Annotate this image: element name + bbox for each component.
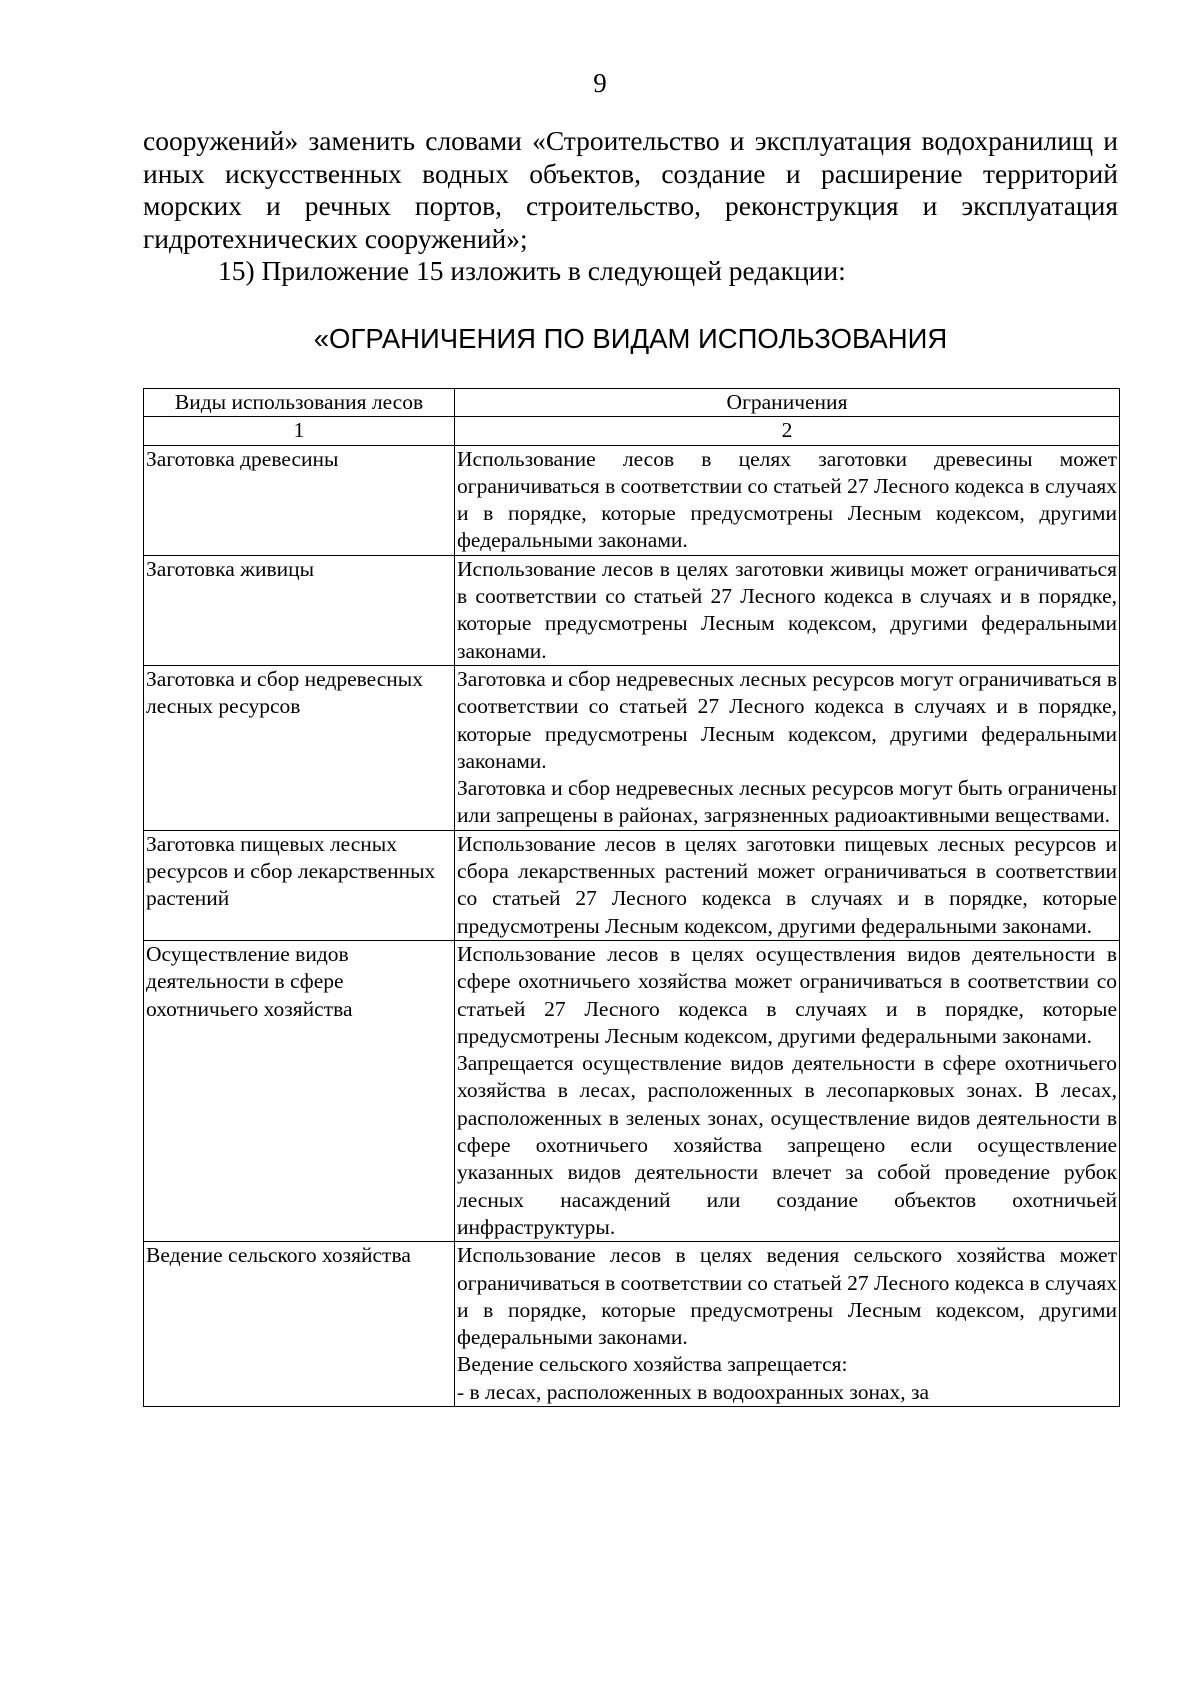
column-number: 1 xyxy=(144,417,455,445)
forest-use-type: Осуществление видов деятельности в сфере охотничьего хозяйства xyxy=(144,940,455,1241)
column-header-forest-use: Виды использования лесов xyxy=(144,389,455,417)
restriction-paragraph: Ведение сельского хозяйства запрещается: xyxy=(457,1352,848,1377)
table-row xyxy=(144,830,1120,940)
forest-use-type: Заготовка живицы xyxy=(144,555,455,665)
restriction-paragraph: Использование лесов в целях ведения сельского хозяйства может ограничиваться в соответствии со статьей 27 Лесного кодекса в случаях и в порядке, которые предусмотрены Лесным кодексом, другими федеральными законами. xyxy=(457,1243,1117,1350)
restriction-text xyxy=(455,665,1120,830)
restriction-paragraph: Использование лесов в целях заготовки живицы может ограничиваться в соответствии со статьей 27 Лесного кодекса в случаях и в порядке, которые предусмотрены Лесным кодексом, другими федеральными законами. xyxy=(457,556,1117,663)
restriction-paragraph: Использование лесов в целях заготовки пищевых лесных ресурсов и сбора лекарственных растений может ограничиваться в соответствии со статьей 27 Лесного кодекса в случаях и в порядке, которые предусмотрены Лесным кодексом, другими федеральными законами. xyxy=(457,831,1117,938)
page-number: 9 xyxy=(593,68,607,98)
forest-use-type: Заготовка древесины xyxy=(144,445,455,555)
restriction-paragraph: Использование лесов в целях заготовки древесины может ограничиваться в соответствии со статьей 27 Лесного кодекса в случаях и в порядке, которые предусмотрены Лесным кодексом, другими федеральными законами. xyxy=(457,446,1117,553)
restriction-text xyxy=(455,555,1120,665)
table-body xyxy=(144,445,1120,1406)
restriction-paragraph: Заготовка и сбор недревесных лесных ресурсов могут быть ограничены или запрещены в районах, загрязненных радиоактивными веществами. xyxy=(457,776,1118,828)
restriction-text xyxy=(455,1242,1120,1407)
intro-paragraph-appendix-15: 15) Приложение 15 изложить в следующей редакции: xyxy=(218,255,846,286)
table-row xyxy=(144,665,1120,830)
restrictions-table xyxy=(143,388,1120,1407)
forest-use-type: Ведение сельского хозяйства xyxy=(144,1242,455,1407)
restriction-paragraph: Запрещается осуществление видов деятельности в сфере охотничьего хозяйства в лесах, расположенных в лесопарковых зонах. В лесах, расположенных в зеленых зонах, осуществление видов деятельности в сфере охотничьего хозяйства запрещено если осуществление указанных видов деятельности влечет за собой проведение рубок лесных насаждений или создание объектов охотничьей инфраструктуры. xyxy=(457,1051,1117,1239)
table-row xyxy=(144,445,1120,555)
forest-use-type: Заготовка и сбор недревесных лесных ресурсов xyxy=(144,665,455,830)
appendix-title: «ОГРАНИЧЕНИЯ ПО ВИДАМ ИСПОЛЬЗОВАНИЯ xyxy=(313,323,948,354)
restriction-text xyxy=(455,940,1120,1241)
table-row xyxy=(144,555,1120,665)
table-row xyxy=(144,1242,1120,1407)
intro-paragraph: сооружений» заменить словами «Строительство и эксплуатация водохранилищ и иных искусственных водных объектов, создание и расширение территорий морских и речных портов, строительство, реконструкция и эксплуатация гидротехнических сооружений»; xyxy=(143,125,1118,254)
column-number: 2 xyxy=(455,417,1120,445)
restriction-paragraph: Использование лесов в целях осуществления видов деятельности в сфере охотничьего хозяйства может ограничиваться в соответствии со статьей 27 Лесного кодекса в случаях и в порядке, которые предусмотрены Лесным кодексом, другими федеральными законами. xyxy=(457,941,1117,1048)
table-row xyxy=(144,940,1120,1241)
table-header-row xyxy=(144,389,1120,417)
restriction-paragraph: - в лесах, расположенных в водоохранных зонах, за xyxy=(457,1379,930,1404)
column-header-restrictions: Ограничения xyxy=(455,389,1120,417)
restriction-text xyxy=(455,830,1120,940)
restriction-text xyxy=(455,445,1120,555)
intro-text xyxy=(143,125,1118,288)
forest-use-type: Заготовка пищевых лесных ресурсов и сбор лекарственных растений xyxy=(144,830,455,940)
table-column-number-row xyxy=(144,417,1120,445)
restriction-paragraph: Заготовка и сбор недревесных лесных ресурсов могут ограничиваться в соответствии со статьей 27 Лесного кодекса в случаях и в порядке, которые предусмотрены Лесным кодексом, другими федеральными законами. xyxy=(457,666,1117,773)
